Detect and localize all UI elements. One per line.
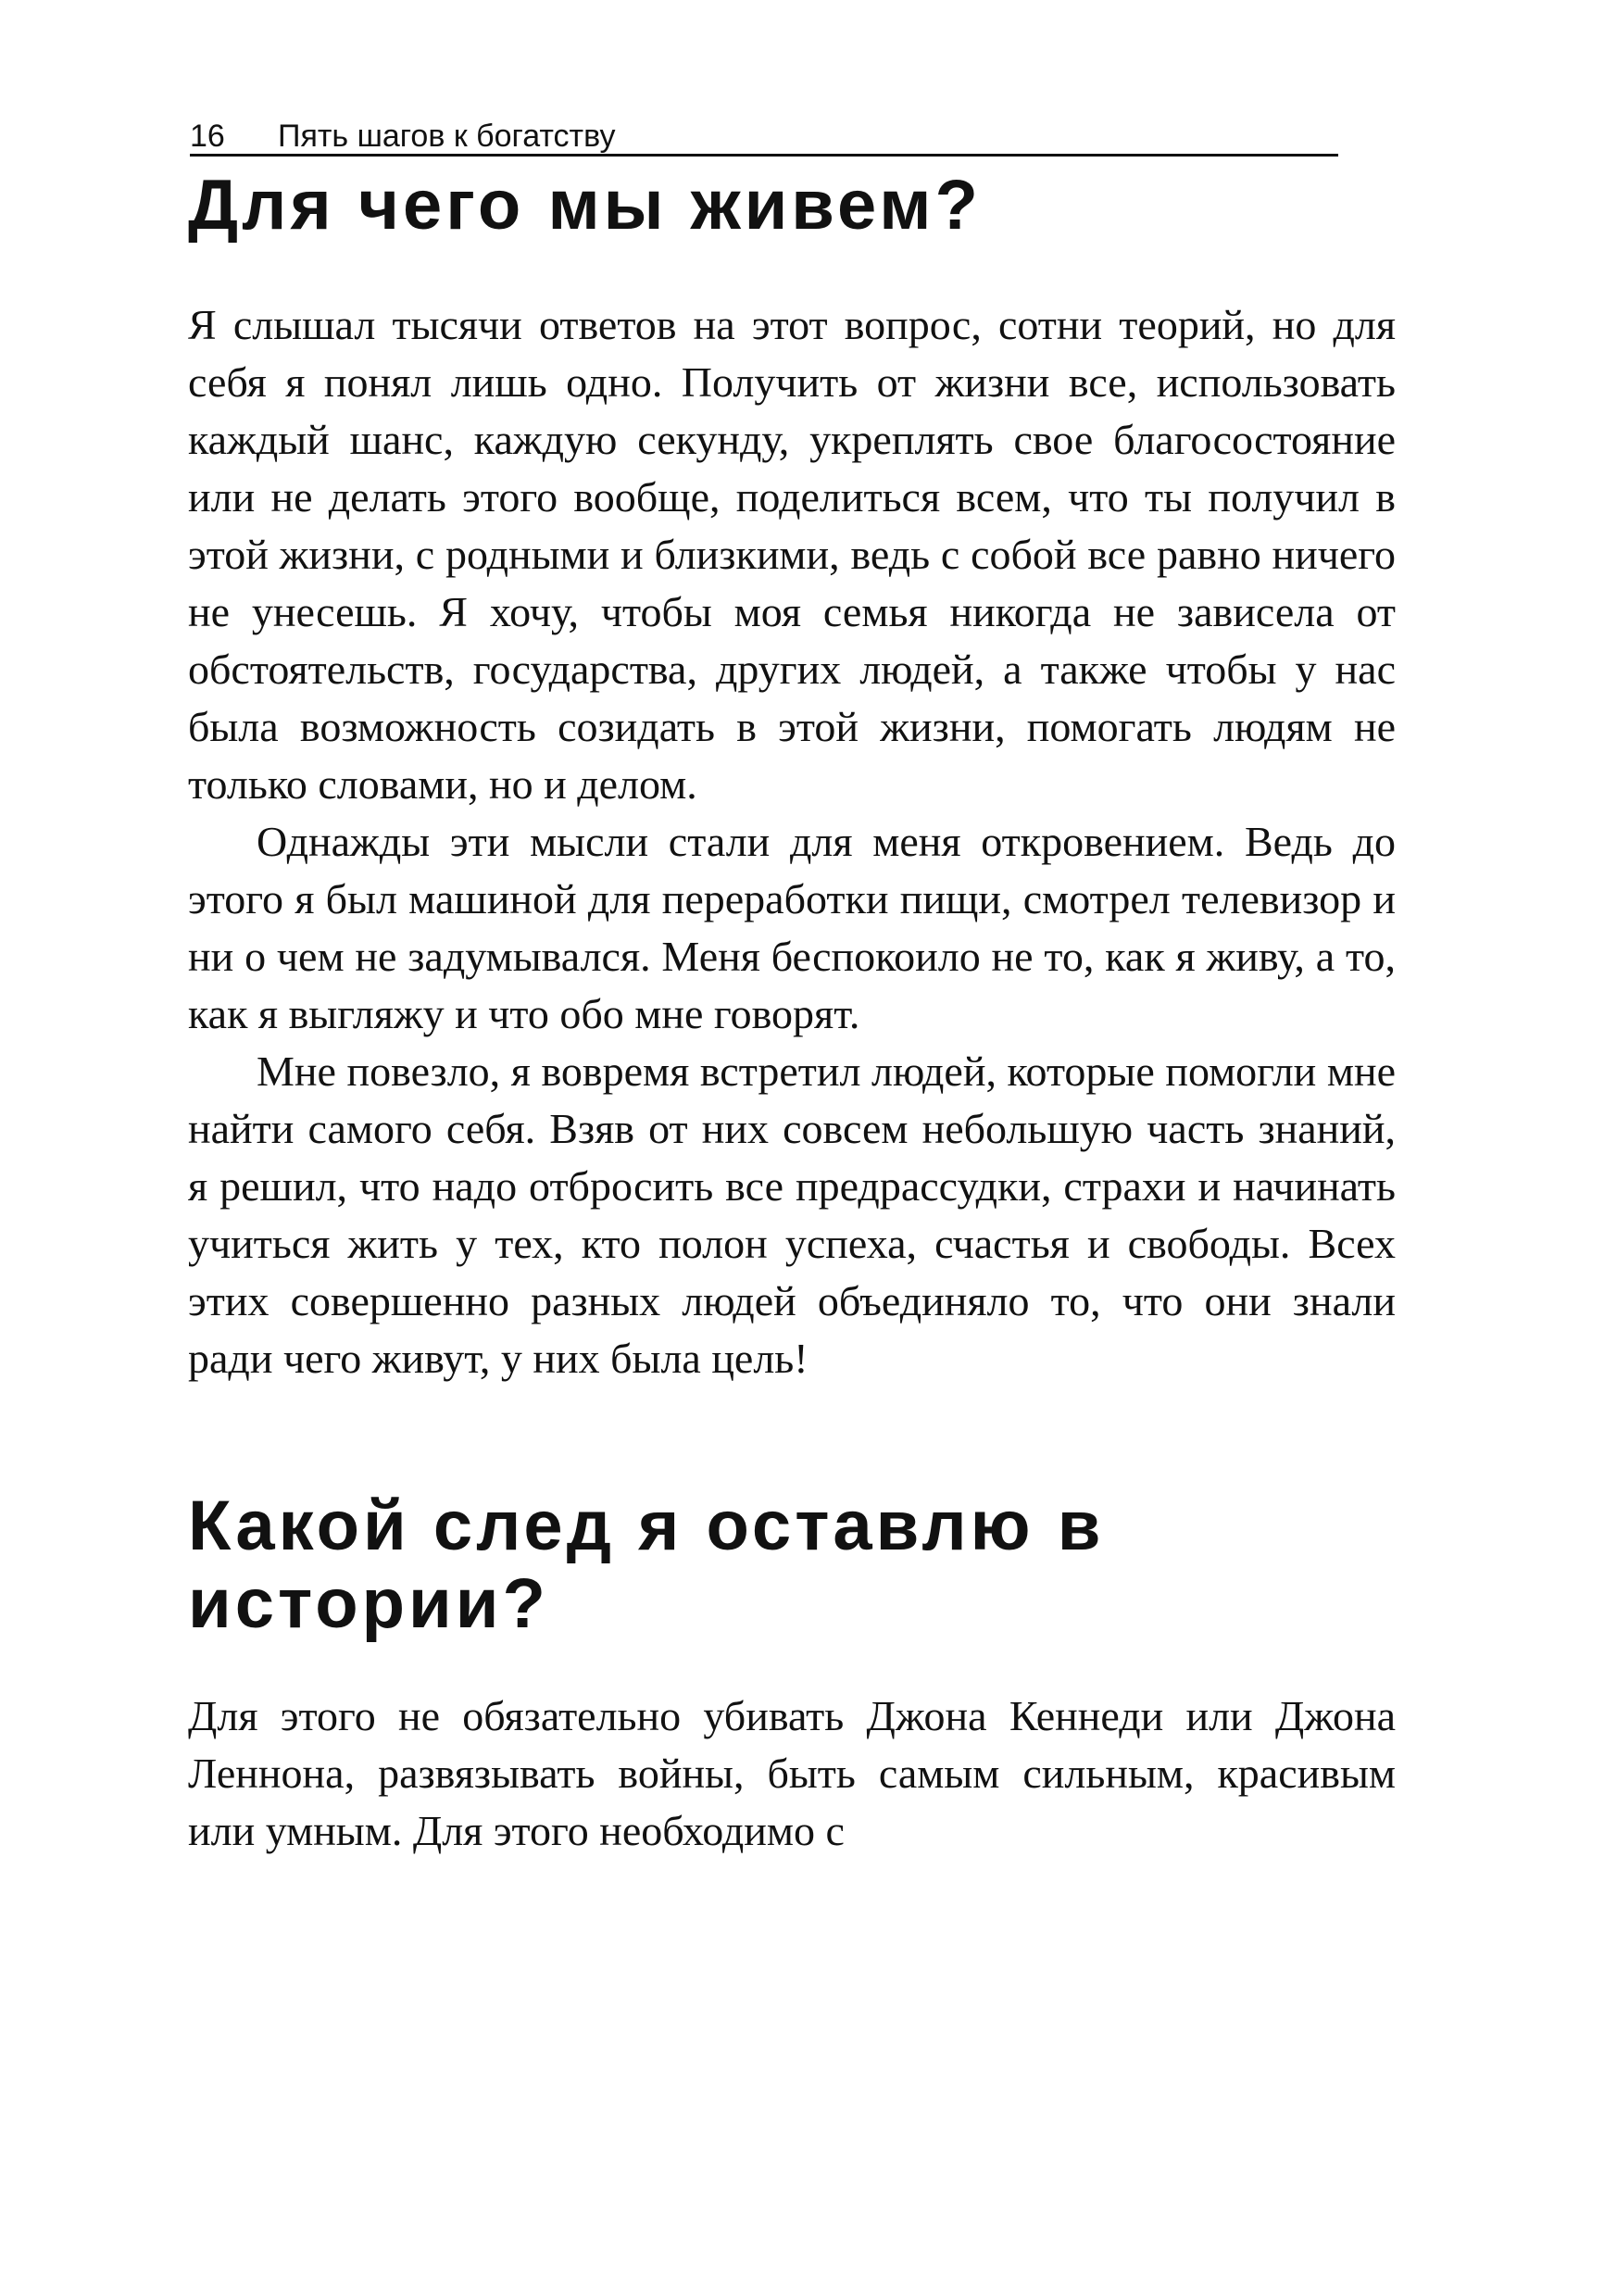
section-body-legacy [188,1687,1396,1860]
paragraph: Для этого не обязательно убивать Джона Кеннеди или Джона Леннона, развязывать войны, быть самым сильным, красивым или умным. Для этого необходимо с [188,1692,1396,1854]
page-number: 16 [190,119,225,154]
section-heading-why-we-live: Для чего мы живем? [188,166,982,245]
section-heading-legacy: Какой след я оставлю в истории? [188,1487,1105,1643]
section-body-why-we-live [188,296,1396,1387]
book-title: Пять шагов к богатству [278,119,616,154]
paragraph: Я слышал тысячи ответов на этот вопрос, сотни теорий, но для себя я понял лишь одно. Получить от жизни все, использовать каждый шанс, каждую секунду, укреплять свое благосостояние или не делать этого вообще, поделиться всем, что ты получил в этой жизни, с родными и близкими, ведь с собой все равно ничего не унесешь. Я хочу, чтобы моя семья никогда не зависела от обстоятельств, государства, других людей, а также чтобы у нас была возможность созидать в этой жизни, помогать людям не только словами, но и делом. [188,301,1396,808]
paragraph: Мне повезло, я вовремя встретил людей, которые помогли мне найти самого себя. Взяв от них совсем небольшую часть знаний, я решил, что надо отбросить все предрассудки, страхи и начинать учиться жить у тех, кто полон успеха, счастья и свободы. Всех этих совершенно разных людей объединяло то, что они знали ради чего живут, у них была цель! [188,1048,1396,1382]
page-content [188,166,1396,1860]
running-header [190,119,1338,157]
paragraph: Однажды эти мысли стали для меня откровением. Ведь до этого я был машиной для переработки пищи, смотрел телевизор и ни о чем не задумывался. Меня беспокоило не то, как я живу, а то, как я выгляжу и что обо мне говорят. [188,818,1396,1037]
